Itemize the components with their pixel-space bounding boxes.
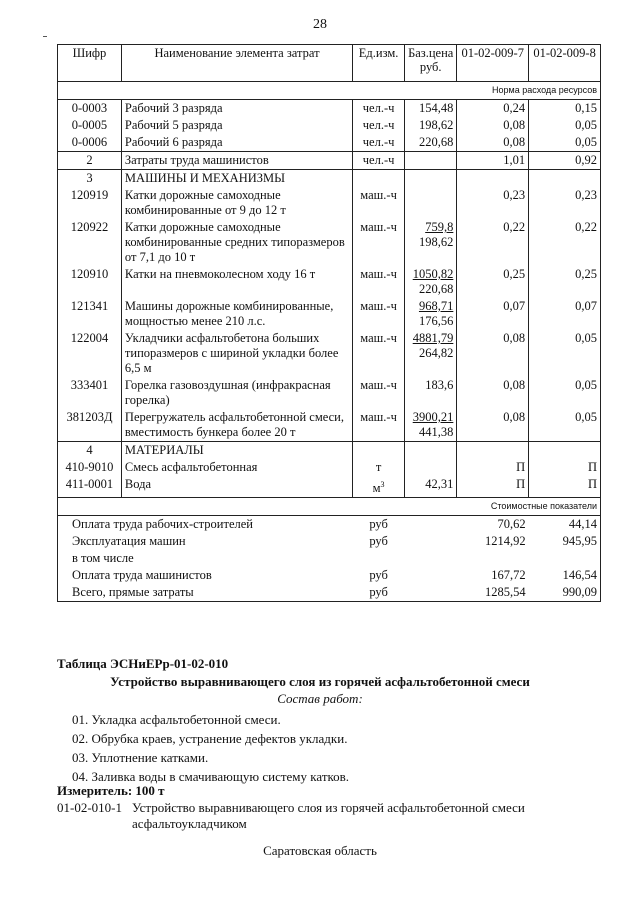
cell-col-b: 0,07	[529, 298, 601, 330]
price-machine: 968,71	[418, 299, 454, 313]
cell-name: Смесь асфальтобетонная	[121, 459, 352, 476]
table-subtitle: Устройство выравнивающего слоя из горячей асфальтобетонной смеси	[110, 674, 530, 689]
norm-note: Норма расхода ресурсов	[58, 82, 601, 100]
cell-col-a: 0,24	[457, 100, 529, 118]
cell-unit: маш.-ч	[353, 219, 405, 266]
cell-col-b: 0,05	[529, 330, 601, 377]
cell-col-a: 0,08	[457, 117, 529, 134]
cell-name: Горелка газовоздушная (инфракрасная горелка)	[121, 377, 352, 409]
header-code: Шифр	[58, 45, 122, 82]
price-machine: 4881,79	[412, 331, 454, 345]
norm-item	[57, 800, 525, 831]
summary-row	[58, 516, 601, 534]
summary-row	[58, 584, 601, 602]
section-code: 3	[58, 170, 122, 188]
table-row	[58, 377, 601, 409]
cell-col-b: 0,15	[529, 100, 601, 118]
unit-text: м	[372, 481, 381, 496]
cell-code: 381203Д	[58, 409, 122, 442]
cell-price: 42,31	[405, 476, 457, 498]
work-item: 03. Уплотнение катками.	[72, 750, 209, 765]
cell-name: Затраты труда машинистов	[121, 152, 352, 170]
footer-region: Саратовская область	[263, 843, 377, 858]
cell-code: 0-0006	[58, 134, 122, 152]
table-row	[58, 266, 601, 298]
cell-name: Рабочий 5 разряда	[121, 117, 352, 134]
cell-unit: чел.-ч	[353, 117, 405, 134]
cost-note-row	[58, 498, 601, 516]
cell-name: Вода	[121, 476, 352, 498]
cell-col-a: 0,08	[457, 377, 529, 409]
cell-col-a: 1,01	[457, 152, 529, 170]
cost-note: Стоимостные показатели	[58, 498, 601, 516]
summary-col-a: 1214,92	[485, 534, 526, 549]
margin-mark	[43, 36, 47, 37]
cell-code: 2	[58, 152, 122, 170]
cell-unit: чел.-ч	[353, 100, 405, 118]
table-row	[58, 409, 601, 442]
cell-price	[405, 187, 457, 219]
summary-col-a: 167,72	[491, 568, 526, 583]
work-item: 04. Заливка воды в смачивающую систему катков.	[72, 769, 350, 784]
cell-code: 120919	[58, 187, 122, 219]
table-row	[58, 117, 601, 134]
unit-superscript: 3	[380, 480, 385, 489]
summary-row	[58, 550, 601, 567]
cell-price: 154,48	[405, 100, 457, 118]
cell-unit: маш.-ч	[353, 187, 405, 219]
section-row-materials	[58, 442, 601, 460]
price-labor: 220,68	[418, 282, 454, 296]
summary-col-b: 44,14	[529, 516, 601, 534]
cell-price	[405, 330, 457, 377]
cell-code: 122004	[58, 330, 122, 377]
cell-price	[405, 298, 457, 330]
price-machine: 1050,82	[412, 267, 454, 281]
summary-row	[58, 567, 601, 584]
header-unit: Ед.изм.	[353, 45, 405, 82]
cell-col-b: 0,22	[529, 219, 601, 266]
cell-price	[405, 219, 457, 266]
header-name: Наименование элемента затрат	[121, 45, 352, 82]
summary-col-b: 990,09	[529, 584, 601, 602]
norm-item-text: Устройство выравнивающего слоя из горячей асфальтобетонной смеси асфальтоукладчиком	[132, 800, 525, 831]
cell-col-a: 0,08	[457, 134, 529, 152]
work-composition-label: Состав работ:	[277, 691, 363, 706]
cell-col-b: 0,05	[529, 377, 601, 409]
summary-col-a: 70,62	[497, 517, 526, 532]
cell-code: 120910	[58, 266, 122, 298]
summary-name: Оплата труда рабочих-строителей	[58, 516, 353, 534]
table-row	[58, 298, 601, 330]
summary-unit: руб	[369, 568, 388, 583]
norm-note-row	[58, 82, 601, 100]
cell-name: Перегружатель асфальтобетонной смеси, вместимость бункера более 20 т	[121, 409, 352, 442]
cell-code: 411-0001	[58, 476, 122, 498]
table-title: Таблица ЭСНиЕРр-01-02-010	[57, 656, 229, 671]
cell-price	[405, 266, 457, 298]
cell-price	[405, 152, 457, 170]
cell-price: 198,62	[405, 117, 457, 134]
cell-code: 0-0003	[58, 100, 122, 118]
page-number: 28	[313, 17, 327, 32]
summary-name: в том числе	[58, 550, 353, 567]
cell-unit: маш.-ч	[353, 298, 405, 330]
cell-code: 410-9010	[58, 459, 122, 476]
meter-label: Измеритель: 100 т	[57, 783, 165, 798]
cell-unit: т	[353, 459, 405, 476]
work-item: 02. Обрубка краев, устранение дефектов укладки.	[72, 731, 348, 746]
price-machine: 3900,21	[412, 410, 454, 424]
price-labor: 176,56	[418, 314, 454, 328]
cell-unit	[353, 476, 405, 498]
cell-col-a: 0,23	[457, 187, 529, 219]
summary-unit: руб	[369, 517, 388, 532]
cell-price	[405, 459, 457, 476]
summary-name: Всего, прямые затраты	[58, 584, 353, 602]
cell-col-a: П	[457, 459, 529, 476]
cell-col-a: П	[457, 476, 529, 498]
summary-col-a: 1285,54	[457, 584, 529, 602]
resource-table	[57, 44, 601, 602]
cell-code: 120922	[58, 219, 122, 266]
summary-row	[58, 533, 601, 550]
price-labor: 441,38	[418, 425, 454, 439]
cell-col-a: 0,08	[457, 409, 529, 442]
summary-unit: руб	[369, 534, 388, 549]
section-title: МАШИНЫ И МЕХАНИЗМЫ	[121, 170, 352, 188]
table-row	[58, 330, 601, 377]
cell-col-b: 0,05	[529, 134, 601, 152]
table-row	[58, 100, 601, 118]
table-row	[58, 219, 601, 266]
cell-name: Катки дорожные самоходные комбинированные от 9 до 12 т	[121, 187, 352, 219]
cell-name: Машины дорожные комбинированные, мощностью менее 210 л.с.	[121, 298, 352, 330]
cell-name: Катки дорожные самоходные комбинированные средних типоразмеров от 7,1 до 10 т	[121, 219, 352, 266]
machinist-row	[58, 152, 601, 170]
cell-name: Катки на пневмоколесном ходу 16 т	[121, 266, 352, 298]
cell-unit: маш.-ч	[353, 266, 405, 298]
cell-name: Укладчики асфальтобетона больших типоразмеров с шириной укладки более 6,5 м	[121, 330, 352, 377]
summary-col-b: 945,95	[529, 533, 601, 550]
cell-unit: маш.-ч	[353, 330, 405, 377]
cell-col-b: 0,05	[529, 117, 601, 134]
work-item: 01. Укладка асфальтобетонной смеси.	[72, 712, 281, 727]
cell-price: 183,6	[405, 377, 457, 409]
work-list	[72, 710, 349, 786]
cell-name: Рабочий 3 разряда	[121, 100, 352, 118]
table-row	[58, 134, 601, 152]
summary-name: Эксплуатация машин	[58, 533, 353, 550]
section-code: 4	[58, 442, 122, 460]
cell-unit: маш.-ч	[353, 377, 405, 409]
header-price: Баз.цена руб.	[405, 45, 457, 82]
cell-col-b: 0,23	[529, 187, 601, 219]
cell-price	[405, 409, 457, 442]
cell-code: 121341	[58, 298, 122, 330]
cell-code: 333401	[58, 377, 122, 409]
cell-name: Рабочий 6 разряда	[121, 134, 352, 152]
cell-col-a: 0,25	[457, 266, 529, 298]
price-machine: 759,8	[425, 220, 454, 234]
cell-code: 0-0005	[58, 117, 122, 134]
cell-price: 220,68	[405, 134, 457, 152]
table-row	[58, 459, 601, 476]
table-row	[58, 187, 601, 219]
price-labor: 198,62	[418, 235, 454, 249]
cell-col-b: 0,05	[529, 409, 601, 442]
header-col-b: 01-02-009-8	[529, 45, 601, 82]
section-title: МАТЕРИАЛЫ	[121, 442, 352, 460]
cell-col-b: П	[529, 459, 601, 476]
summary-name: Оплата труда машинистов	[58, 567, 353, 584]
table-row	[58, 476, 601, 498]
cell-unit: маш.-ч	[353, 409, 405, 442]
cell-col-a: 0,22	[457, 219, 529, 266]
cell-unit: чел.-ч	[353, 134, 405, 152]
section-row-machines	[58, 170, 601, 188]
cell-unit: чел.-ч	[353, 152, 405, 170]
summary-col-b: 146,54	[529, 567, 601, 584]
table-header-row	[58, 45, 601, 82]
cell-col-b: 0,25	[529, 266, 601, 298]
cell-col-b: 0,92	[529, 152, 601, 170]
header-col-a: 01-02-009-7	[457, 45, 529, 82]
norm-item-code: 01-02-010-1	[57, 800, 122, 815]
cell-col-a: 0,08	[457, 330, 529, 377]
cell-col-b: П	[529, 476, 601, 498]
cell-col-a: 0,07	[457, 298, 529, 330]
price-labor: 264,82	[418, 346, 454, 360]
summary-unit: руб	[353, 584, 405, 602]
